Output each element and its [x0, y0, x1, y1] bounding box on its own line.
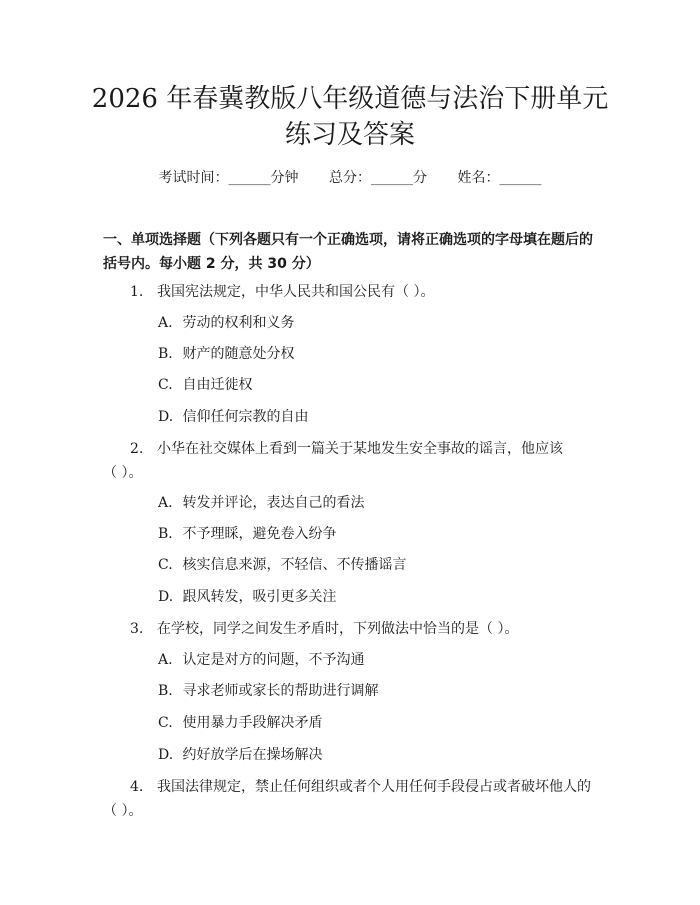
option-letter: D. [158, 589, 174, 605]
option-text: 财产的随意处分权 [182, 346, 295, 362]
question-1-option-c [158, 373, 598, 397]
option-text: 认定是对方的问题，不予沟通 [182, 652, 365, 668]
exam-info [0, 168, 700, 188]
option-text: 转发并评论，表达自己的看法 [182, 495, 365, 511]
option-letter: B. [158, 346, 173, 362]
section-heading-line-2: 括号内。每小题 2 分，共 30 分） [103, 256, 320, 272]
question-2-stem [103, 437, 603, 485]
question-3-option-a [158, 648, 598, 672]
question-number: 3. [130, 621, 144, 637]
question-number: 1. [130, 284, 144, 300]
document-title-line-2: 练习及答案 [284, 120, 415, 150]
question-4-stem [103, 775, 603, 823]
option-letter: C. [158, 715, 173, 731]
question-3-option-b [158, 679, 598, 703]
option-letter: B. [158, 526, 173, 542]
option-text: 使用暴力手段解决矛盾 [182, 715, 323, 731]
question-text-continuation: （ ）。 [103, 465, 143, 481]
option-text: 跟风转发，吸引更多关注 [182, 589, 337, 605]
option-letter: D. [158, 409, 174, 425]
option-text: 劳动的权利和义务 [182, 315, 295, 331]
option-text: 信仰任何宗教的自由 [182, 409, 309, 425]
question-text: 我国法律规定，禁止任何组织或者个人用任何手段侵占或者破坏他人的 [157, 779, 591, 795]
section-heading [103, 228, 603, 276]
option-letter: A. [158, 495, 173, 511]
section-heading-line-1: 一、单项选择题（下列各题只有一个正确选项，请将正确选项的字母填在题后的 [103, 232, 593, 248]
option-letter: B. [158, 683, 173, 699]
question-2-option-d [158, 585, 598, 609]
question-2-option-c [158, 553, 598, 577]
option-letter: D. [158, 747, 174, 763]
question-number: 2. [130, 441, 144, 457]
question-3-stem [103, 617, 603, 641]
option-letter: A. [158, 652, 173, 668]
option-letter: C. [158, 377, 173, 393]
question-1-stem [103, 280, 603, 304]
question-2-option-a [158, 491, 598, 515]
question-1-option-d [158, 405, 598, 429]
exam-time-field: 考试时间：______分钟 [158, 170, 299, 186]
question-2-option-b [158, 522, 598, 546]
question-text-continuation: （ ）。 [103, 803, 143, 819]
document-title-line-1: 2026 年春冀教版八年级道德与法治下册单元 [91, 84, 609, 114]
option-text: 不予理睬，避免卷入纷争 [182, 526, 337, 542]
question-1-option-a [158, 311, 598, 335]
total-score-field: 总分：______分 [329, 170, 427, 186]
option-text: 寻求老师或家长的帮助进行调解 [182, 683, 379, 699]
question-3-option-c [158, 711, 598, 735]
question-3-option-d [158, 743, 598, 767]
option-letter: C. [158, 557, 173, 573]
option-letter: A. [158, 315, 173, 331]
option-text: 约好放学后在操场解决 [182, 747, 323, 763]
option-text: 自由迁徙权 [182, 377, 253, 393]
question-text: 在学校，同学之间发生矛盾时，下列做法中恰当的是（ ）。 [157, 621, 519, 637]
student-name-field: 姓名：______ [457, 170, 542, 186]
question-text: 我国宪法规定，中华人民共和国公民有（ ）。 [157, 284, 435, 300]
option-text: 核实信息来源，不轻信、不传播谣言 [182, 557, 407, 573]
question-number: 4. [130, 779, 144, 795]
question-1-option-b [158, 342, 598, 366]
question-text: 小华在社交媒体上看到一篇关于某地发生安全事故的谣言，他应该 [157, 441, 563, 457]
